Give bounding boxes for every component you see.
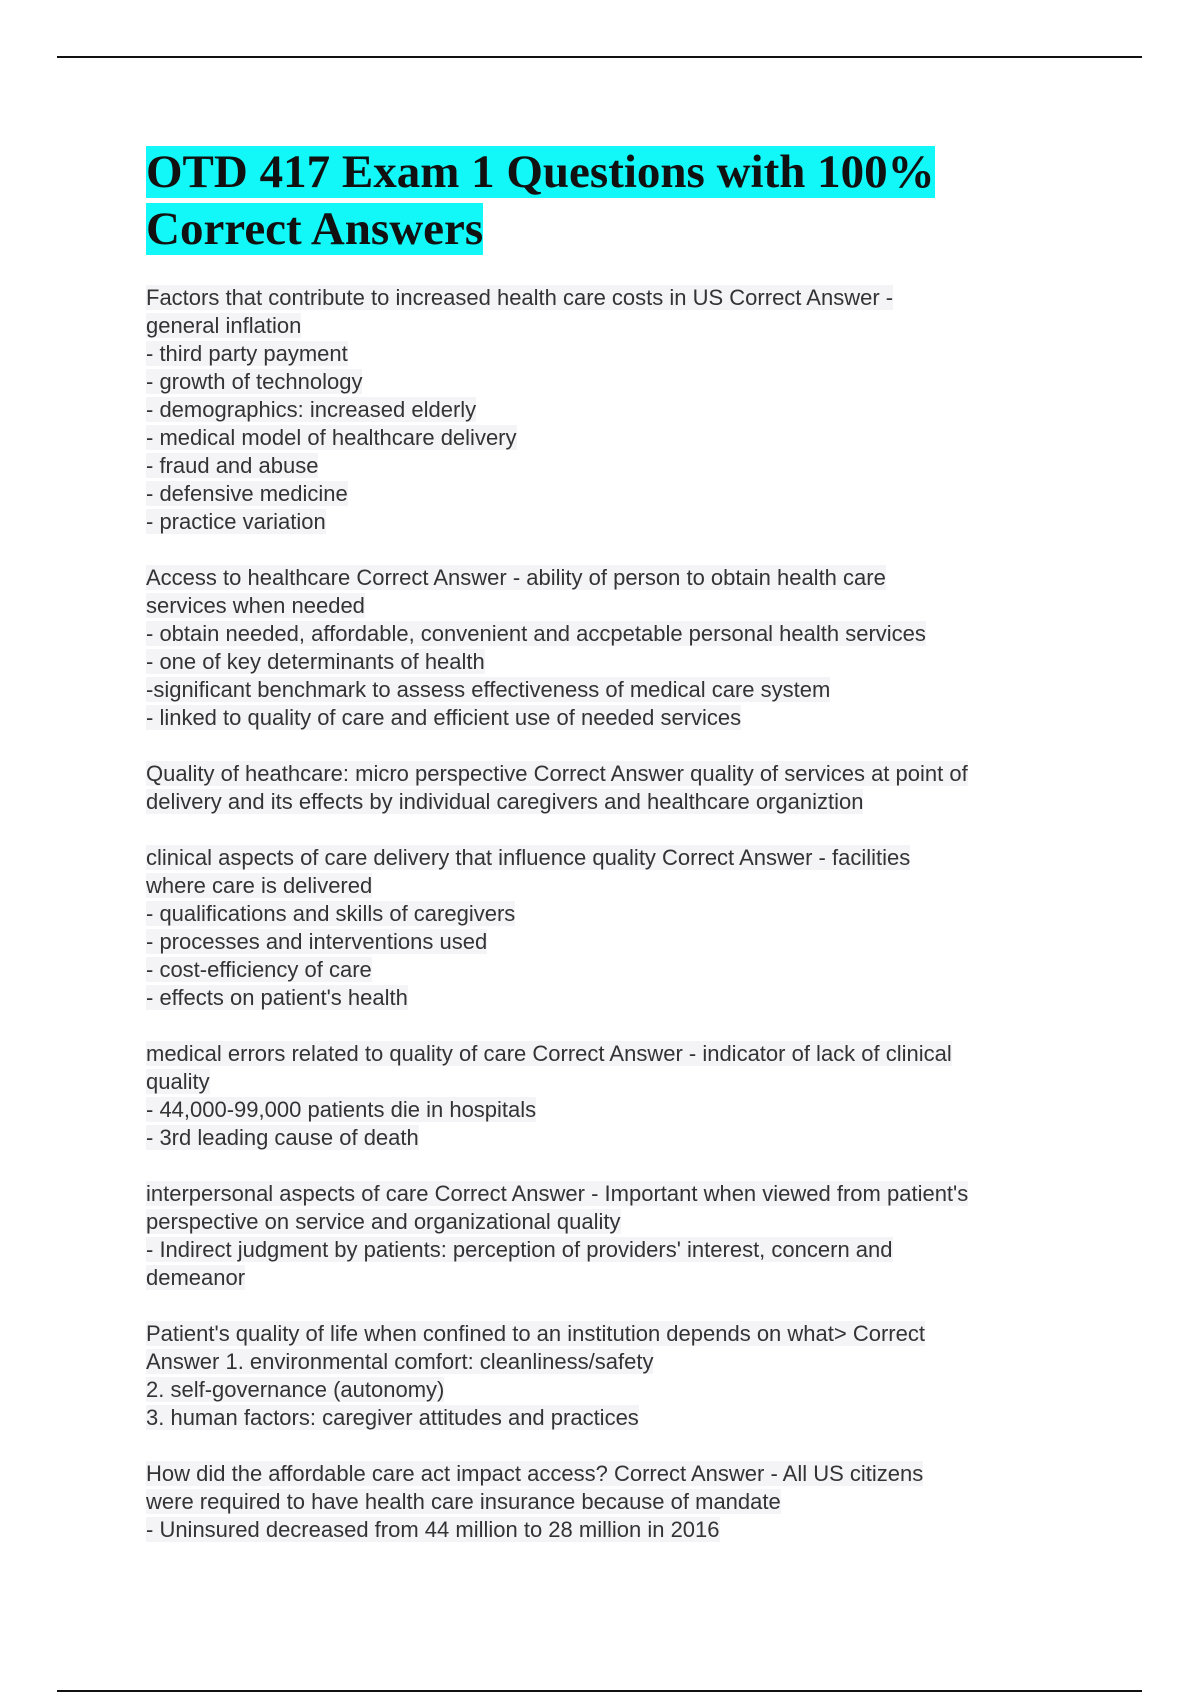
qa-line xyxy=(146,788,1086,816)
qa-line-text: - 44,000-99,000 patients die in hospitals xyxy=(146,1097,537,1122)
qa-line-text: Access to healthcare Correct Answer - ability of person to obtain health care xyxy=(146,565,886,590)
qa-line-text: Quality of heathcare: micro perspective Correct Answer quality of services at point of xyxy=(146,761,968,786)
qa-line xyxy=(146,956,1086,984)
qa-block xyxy=(146,844,1086,1012)
qa-line-text: - third party payment xyxy=(146,341,348,366)
title-line-1: OTD 417 Exam 1 Questions with 100% xyxy=(146,146,935,198)
qa-line xyxy=(146,1180,1086,1208)
document-title xyxy=(146,144,1086,258)
qa-line xyxy=(146,1208,1086,1236)
top-rule xyxy=(57,56,1142,58)
qa-line-text: Patient's quality of life when confined to an institution depends on what> Correct xyxy=(146,1321,925,1346)
qa-line-text: - linked to quality of care and efficient use of needed services xyxy=(146,705,742,730)
bottom-rule xyxy=(57,1690,1142,1692)
qa-line xyxy=(146,1404,1086,1432)
qa-line xyxy=(146,1068,1086,1096)
qa-line xyxy=(146,676,1086,704)
qa-line xyxy=(146,508,1086,536)
qa-list xyxy=(146,284,1086,1544)
qa-block xyxy=(146,284,1086,536)
qa-line-text: - medical model of healthcare delivery xyxy=(146,425,517,450)
qa-line xyxy=(146,1124,1086,1152)
qa-line-text: - fraud and abuse xyxy=(146,453,319,478)
qa-line-text: demeanor xyxy=(146,1265,246,1290)
document-body xyxy=(146,144,1086,1572)
qa-line xyxy=(146,396,1086,424)
qa-line-text: where care is delivered xyxy=(146,873,373,898)
qa-line-text: - Indirect judgment by patients: perception of providers' interest, concern and xyxy=(146,1237,893,1262)
qa-line-text: - cost-efficiency of care xyxy=(146,957,372,982)
qa-line xyxy=(146,284,1086,312)
qa-line xyxy=(146,760,1086,788)
qa-line-text: perspective on service and organizational quality xyxy=(146,1209,621,1234)
qa-line-text: 2. self-governance (autonomy) xyxy=(146,1377,445,1402)
qa-line-text: Answer 1. environmental comfort: cleanliness/safety xyxy=(146,1349,654,1374)
qa-line xyxy=(146,1460,1086,1488)
qa-line xyxy=(146,452,1086,480)
qa-line xyxy=(146,844,1086,872)
qa-line xyxy=(146,1348,1086,1376)
qa-line-text: - growth of technology xyxy=(146,369,363,394)
qa-line xyxy=(146,424,1086,452)
qa-line-text: - practice variation xyxy=(146,509,326,534)
qa-line-text: - 3rd leading cause of death xyxy=(146,1125,419,1150)
qa-block xyxy=(146,1460,1086,1544)
qa-line xyxy=(146,984,1086,1012)
qa-line xyxy=(146,1264,1086,1292)
qa-line-text: - effects on patient's health xyxy=(146,985,408,1010)
qa-line xyxy=(146,564,1086,592)
qa-block xyxy=(146,1180,1086,1292)
qa-line xyxy=(146,1040,1086,1068)
qa-line-text: medical errors related to quality of care Correct Answer - indicator of lack of clinical xyxy=(146,1041,952,1066)
qa-line-text: clinical aspects of care delivery that influence quality Correct Answer - facilities xyxy=(146,845,911,870)
qa-line xyxy=(146,1376,1086,1404)
qa-line-text: -significant benchmark to assess effectiveness of medical care system xyxy=(146,677,831,702)
qa-line xyxy=(146,1488,1086,1516)
qa-line xyxy=(146,1236,1086,1264)
qa-line xyxy=(146,340,1086,368)
qa-line-text: - processes and interventions used xyxy=(146,929,488,954)
qa-line xyxy=(146,648,1086,676)
qa-line-text: general inflation xyxy=(146,313,302,338)
qa-line-text: 3. human factors: caregiver attitudes and practices xyxy=(146,1405,639,1430)
qa-line-text: - Uninsured decreased from 44 million to 28 million in 2016 xyxy=(146,1517,720,1542)
qa-line-text: - one of key determinants of health xyxy=(146,649,485,674)
qa-line-text: How did the affordable care act impact access? Correct Answer - All US citizens xyxy=(146,1461,924,1486)
qa-line-text: interpersonal aspects of care Correct Answer - Important when viewed from patient's xyxy=(146,1181,969,1206)
qa-line xyxy=(146,704,1086,732)
qa-line-text: - obtain needed, affordable, convenient and accpetable personal health services xyxy=(146,621,926,646)
title-line-2: Correct Answers xyxy=(146,203,484,255)
qa-block xyxy=(146,564,1086,732)
qa-line xyxy=(146,592,1086,620)
qa-line-text: quality xyxy=(146,1069,210,1094)
qa-block xyxy=(146,760,1086,816)
qa-line-text: delivery and its effects by individual caregivers and healthcare organiztion xyxy=(146,789,864,814)
qa-line-text: - demographics: increased elderly xyxy=(146,397,477,422)
qa-line-text: - qualifications and skills of caregivers xyxy=(146,901,516,926)
qa-line xyxy=(146,480,1086,508)
qa-line xyxy=(146,368,1086,396)
qa-line-text: - defensive medicine xyxy=(146,481,348,506)
qa-line xyxy=(146,312,1086,340)
qa-line xyxy=(146,928,1086,956)
qa-block xyxy=(146,1320,1086,1432)
qa-line-text: services when needed xyxy=(146,593,365,618)
qa-line xyxy=(146,872,1086,900)
qa-line-text: were required to have health care insurance because of mandate xyxy=(146,1489,781,1514)
qa-block xyxy=(146,1040,1086,1152)
qa-line xyxy=(146,620,1086,648)
qa-line xyxy=(146,1516,1086,1544)
qa-line xyxy=(146,900,1086,928)
qa-line-text: Factors that contribute to increased health care costs in US Correct Answer - xyxy=(146,285,894,310)
qa-line xyxy=(146,1096,1086,1124)
qa-line xyxy=(146,1320,1086,1348)
